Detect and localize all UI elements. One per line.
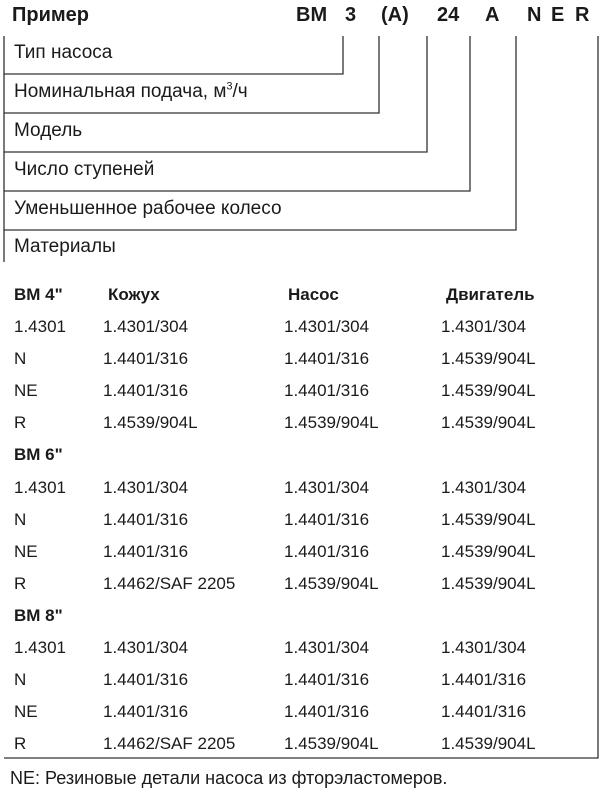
code-bm: BM (296, 4, 328, 26)
table-cell: 1.4539/904L (441, 734, 536, 753)
col-pump: Насос (288, 285, 339, 304)
flow-unit-sup: 3 (226, 80, 233, 93)
table-cell: 1.4401/316 (284, 381, 370, 400)
table-cell: NE (14, 542, 38, 561)
table-cell: 1.4462/SAF 2205 (103, 574, 236, 593)
label-model: Модель (14, 120, 83, 141)
table-cell: 1.4401/316 (284, 349, 370, 368)
footnote: NE: Резиновые детали насоса из фторэластомеров. (10, 768, 448, 788)
table-cell: 1.4301 (14, 478, 66, 497)
code-r: R (575, 4, 590, 26)
section-bm8-title: BM 8" (14, 606, 63, 625)
label-pump-type: Тип насоса (14, 42, 113, 63)
table-cell: 1.4539/904L (284, 574, 379, 593)
example-title: Пример (12, 4, 90, 26)
table-cell: 1.4301/304 (103, 478, 189, 497)
label-stages: Число ступеней (14, 159, 155, 180)
table-cell: 1.4401/316 (441, 670, 527, 689)
table-cell: 1.4401/316 (284, 702, 370, 721)
table-cell: 1.4539/904L (284, 734, 379, 753)
section-bm4-title: BM 4" (14, 285, 63, 304)
table-cell: 1.4301/304 (284, 317, 370, 336)
table-cell: 1.4401/316 (441, 702, 527, 721)
table-cell: 1.4401/316 (103, 349, 189, 368)
table-cell: 1.4301 (14, 317, 66, 336)
table-cell: 1.4539/904L (284, 413, 379, 432)
table-cell: N (14, 670, 27, 689)
label-nominal-flow: Номинальная подача, $м^3/ч$ (14, 80, 248, 102)
table-cell: 1.4539/904L (441, 381, 536, 400)
label-reduced-impeller: Уменьшенное рабочее колесо (14, 198, 282, 219)
table-cell: 1.4401/316 (103, 670, 189, 689)
table-cell: 1.4462/SAF 2205 (103, 734, 236, 753)
table-cell: 1.4301/304 (284, 638, 370, 657)
table-cell: R (14, 574, 27, 593)
table-cell: 1.4539/904L (103, 413, 198, 432)
table-cell: 1.4301/304 (103, 638, 189, 657)
table-cell: 1.4401/316 (103, 381, 189, 400)
table-cell: 1.4301 (14, 638, 66, 657)
table-cell: 1.4301/304 (284, 478, 370, 497)
table-cell: N (14, 510, 27, 529)
code-a-paren: (A) (381, 4, 409, 26)
label-materials: Материалы (14, 236, 116, 257)
table-cell: 1.4539/904L (441, 542, 536, 561)
table-cell: 1.4401/316 (284, 542, 370, 561)
table-cell: 1.4539/904L (441, 413, 536, 432)
code-3: 3 (345, 4, 357, 26)
col-motor: Двигатель (446, 285, 535, 304)
table-cell: 1.4401/316 (284, 670, 370, 689)
table-cell: N (14, 349, 27, 368)
code-n: N (527, 4, 542, 26)
table-cell: 1.4301/304 (441, 478, 527, 497)
code-24: 24 (437, 4, 460, 26)
col-housing: Кожух (108, 285, 160, 304)
table-cell: NE (14, 702, 38, 721)
code-e: E (551, 4, 565, 26)
table-cell: 1.4401/316 (284, 510, 370, 529)
table-cell: 1.4301/304 (441, 638, 527, 657)
table-cell: 1.4539/904L (441, 349, 536, 368)
table-cell: 1.4539/904L (441, 574, 536, 593)
table-cell: R (14, 413, 27, 432)
code-a: A (485, 4, 500, 26)
table-cell: 1.4401/316 (103, 542, 189, 561)
table-cell: 1.4539/904L (441, 510, 536, 529)
section-bm6-title: BM 6" (14, 445, 63, 464)
table-cell: 1.4301/304 (441, 317, 527, 336)
table-cell: NE (14, 381, 38, 400)
table-cell: 1.4401/316 (103, 702, 189, 721)
table-cell: 1.4301/304 (103, 317, 189, 336)
table-cell: 1.4401/316 (103, 510, 189, 529)
table-cell: R (14, 734, 27, 753)
